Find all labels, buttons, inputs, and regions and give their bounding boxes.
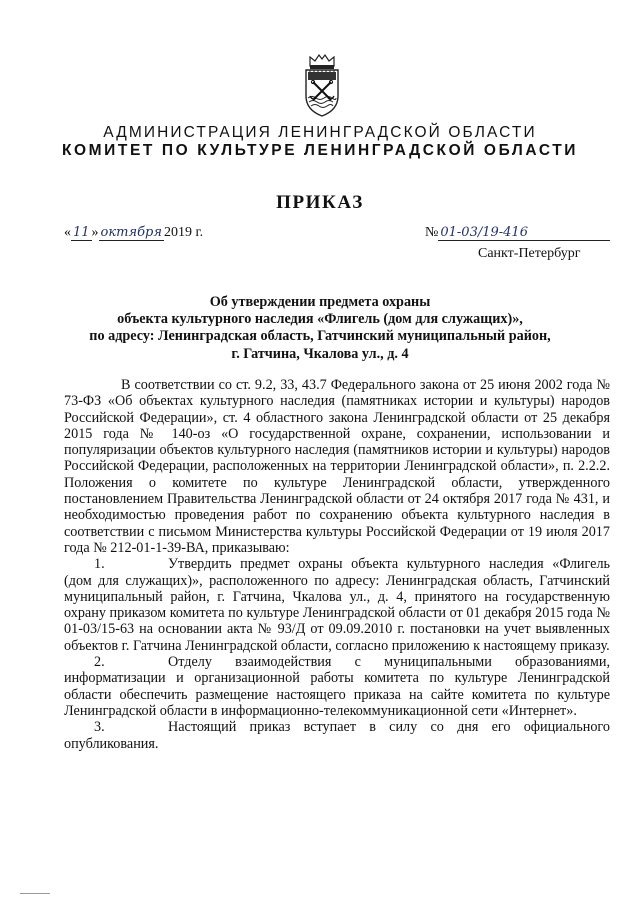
organization-name: АДМИНИСТРАЦИЯ ЛЕНИНГРАДСКОЙ ОБЛАСТИ bbox=[103, 124, 537, 141]
subject-line: по адресу: Ленинградская область, Гатчинский муниципальный район, bbox=[89, 328, 551, 345]
subject-line: Об утверждении предмета охраны bbox=[209, 294, 431, 310]
order-item bbox=[64, 654, 610, 719]
number-value: 01-03/19-416 bbox=[438, 225, 610, 241]
date-month: октября bbox=[100, 225, 162, 240]
item-text: Отделу взаимодействия с муниципальными образованиями, информатизации и организационной работы комитета по культуре Ленинградской области обеспечить размещение настоящего приказа на сайте комитета по культуре Ленинградской области в информационно-телекоммуникационной сети «Интернет». bbox=[64, 654, 610, 719]
order-body bbox=[64, 377, 610, 752]
order-date bbox=[64, 225, 203, 241]
number-prefix: № bbox=[425, 225, 439, 240]
city-name: Санкт-Петербург bbox=[478, 246, 581, 261]
date-open-quote: « bbox=[64, 225, 71, 240]
page-edge-mark bbox=[20, 893, 50, 894]
item-number: 2. bbox=[94, 654, 105, 671]
date-year: 2019 г. bbox=[163, 225, 204, 240]
order-item bbox=[64, 556, 610, 654]
date-close-quote: » bbox=[91, 225, 99, 240]
document-title: ПРИКАЗ bbox=[276, 192, 364, 213]
item-number: 1. bbox=[94, 556, 105, 573]
item-text: Настоящий приказ вступает в силу со дня его официального опубликования. bbox=[64, 719, 610, 752]
order-subject bbox=[60, 294, 580, 363]
order-number bbox=[425, 225, 610, 241]
order-item bbox=[64, 719, 610, 752]
committee-name: КОМИТЕТ ПО КУЛЬТУРЕ ЛЕНИНГРАДСКОЙ ОБЛАСТИ bbox=[61, 142, 579, 159]
subject-line: г. Гатчина, Чкалова ул., д. 4 bbox=[231, 345, 409, 362]
coat-of-arms-icon bbox=[302, 52, 342, 118]
subject-line: объекта культурного наследия «Флигель (дом для служащих)», bbox=[117, 311, 523, 328]
item-number: 3. bbox=[94, 719, 105, 736]
date-day: 11 bbox=[73, 225, 90, 240]
preamble-paragraph: В соответствии со ст. 9.2, 33, 43.7 Федерального закона от 25 июня 2002 года № 73-ФЗ «Об объектах культурного наследия (памятниках истории и культуры) народов Российской Федерации», ст. 4 областного закона Ленинградской области от 25 декабря 2015 года № 140-оз «О государственной охране, сохранении, использовании и популяризации объектов культурного наследия (памятников истории и культуры) народов Российской Федерации, расположенных на территории Ленинградской области», п. 2.2.2. Положения о комитете по культуре Ленинградской области, утвержденного постановлением Правительства Ленинградской области от 24 октября 2017 года № 431, и необходимостью проведения работ по сохранению объекта культурного наследия в соответствии с письмом Министерства культуры Российской Федерации от 19 июля 2017 года № 212-01-1-39-ВА, приказываю: bbox=[64, 377, 610, 556]
item-text: Утвердить предмет охраны объекта культурного наследия «Флигель (дом для служащих)», расположенного по адресу: Ленинградская область, Гатчинский муниципальный район, г. Гатчина, Чкалова ул., д. 4, принятого на государственную охрану приказом комитета по культуре Ленинградской области от 01 декабря 2015 года № 01-03/15-63 на основании акта № 93/Д от 09.09.2010 г. постановки на учет выявленных объектов г. Гатчина Ленинградской области, согласно приложению к настоящему приказу. bbox=[64, 556, 610, 654]
